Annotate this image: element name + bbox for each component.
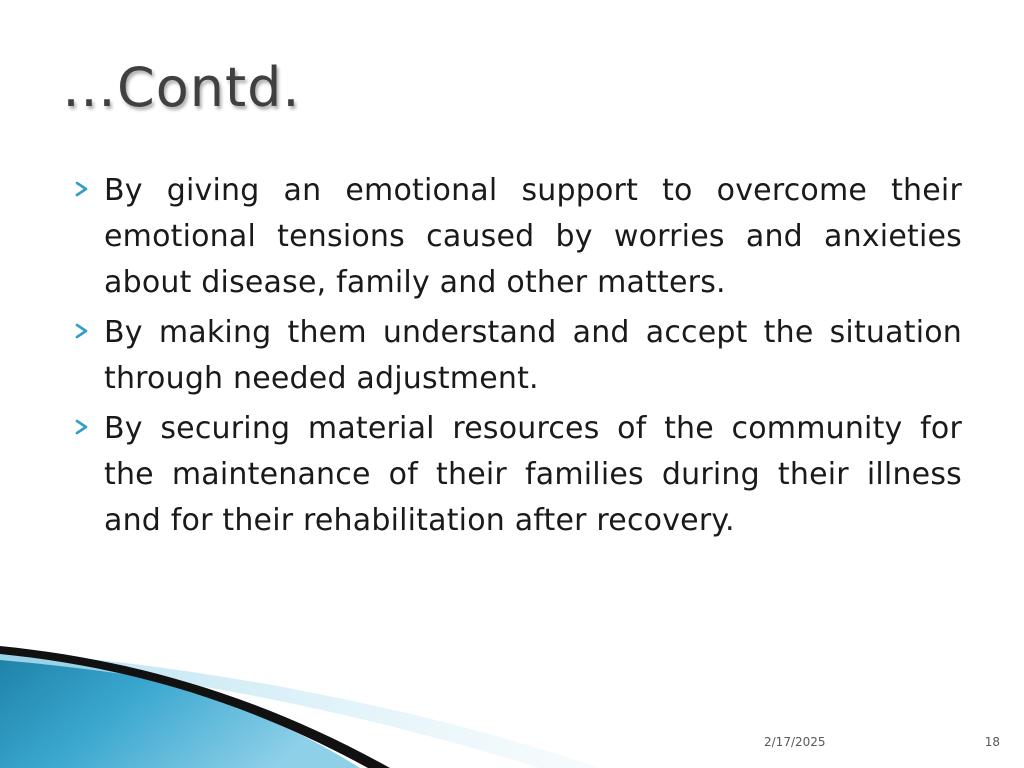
bullet-text: By making them understand and accept the situation through needed adjustment. bbox=[104, 315, 962, 396]
page-number: 18 bbox=[984, 735, 1000, 749]
footer-date: 2/17/2025 bbox=[764, 735, 826, 749]
bullet-text: By securing material resources of the community for the maintenance of their families during their illness and for their rehabilitation after recovery. bbox=[104, 411, 962, 538]
slide-title: …Contd. bbox=[62, 56, 301, 119]
bullet-text: By giving an emotional support to overcome their emotional tensions caused by worries and anxieties about disease, family and other matters. bbox=[104, 173, 962, 300]
